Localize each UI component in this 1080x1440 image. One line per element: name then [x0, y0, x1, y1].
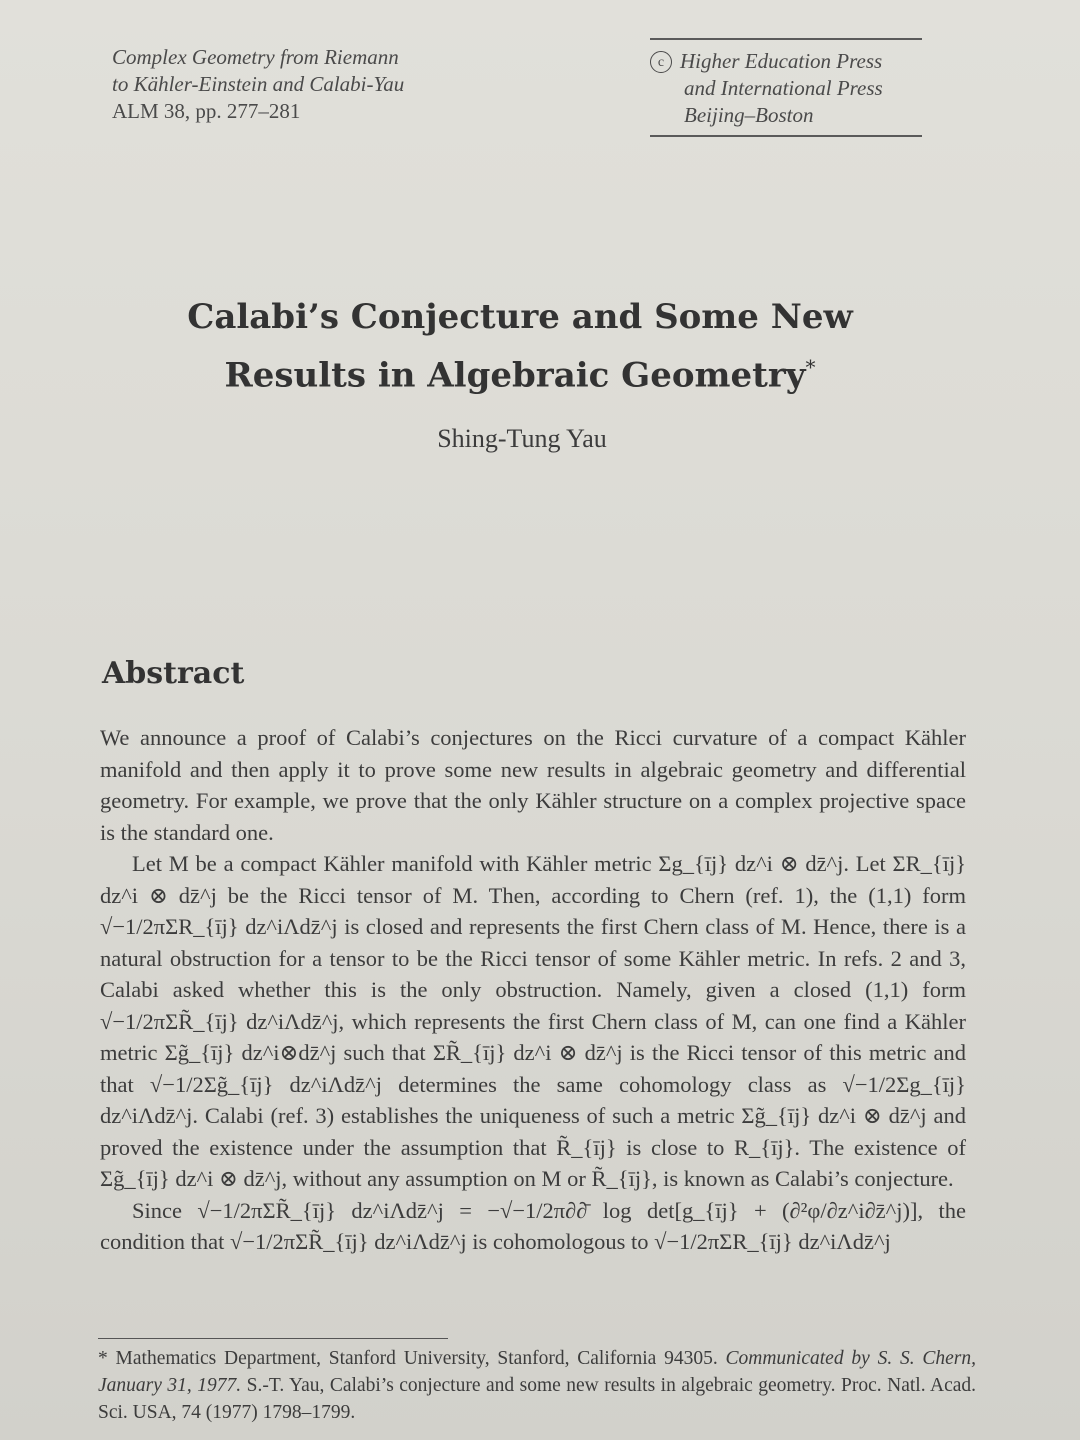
footnote-mark: * [98, 1348, 108, 1369]
abstract-paragraph-3: Since √−1/2πΣR̃_{īj} dz^iΛdz̄^j = −√−1/2π∂∂̄ log det[g_{īj} + (∂²φ/∂z^i∂z̄^j)], the condition that √−1/2πΣR̃_{īj} dz^iΛdz̄^j is cohomologous to √−1/2πΣR_{īj} dz^iΛdz̄^j [100, 1197, 966, 1254]
publisher-box [650, 38, 922, 137]
series-pages: ALM 38, pp. 277–281 [112, 99, 301, 123]
copyright-icon: c [650, 51, 672, 73]
title-line2: Results in Algebraic Geometry [224, 355, 806, 396]
abstract-paragraph-2: Let M be a compact Kähler manifold with Kähler metric Σg_{īj} dz^i ⊗ dz̄^j. Let ΣR_{īj} dz^i ⊗ dz̄^j be the Ricci tensor of M. Then, according to Chern (ref. 1), the (1,1) form √−1/2πΣR_{īj} dz^iΛdz̄^j is closed and represents the first Chern class of M. Hence, there is a natural obstruction for a tensor to be the Ricci tensor of some Kähler metric. In refs. 2 and 3, Calabi asked whether this is the only obstruction. Namely, given a closed (1,1) form √−1/2πΣR̃_{īj} dz^iΛdz̄^j, which represents the first Chern class of M, can one find a Kähler metric Σg̃_{īj} dz^i⊗dz̄^j such that ΣR̃_{īj} dz^i ⊗ dz̄^j is the Ricci tensor of this metric and that √−1/2Σg̃_{īj} dz^iΛdz̄^j determines the same cohomology class as √−1/2Σg_{īj} dz^iΛdz̄^j. Calabi (ref. 3) establishes the uniqueness of such a metric Σg̃_{īj} dz^i ⊗ dz̄^j and proved the existence under the assumption that R̃_{īj} is close to R_{īj}. The existence of Σg̃_{īj} dz^i ⊗ dz̄^j, without any assumption on M or R̃_{īj}, is known as Calabi’s conjecture. [100, 851, 966, 1191]
abstract-paragraph-1: We announce a proof of Calabi’s conjectures on the Ricci curvature of a compact Kähler manifold and then apply it to prove some new results in algebraic geometry and differential geometry. For example, we prove that the only Kähler structure on a complex projective space is the standard one. [100, 725, 966, 845]
book-citation-header [112, 44, 404, 125]
paper-title [0, 292, 1040, 400]
publisher-line2: and International Press [684, 76, 883, 100]
author-name: Shing-Tung Yau [437, 424, 607, 453]
footnote-citation: S.-T. Yau, Calabi’s conjecture and some new results in algebraic geometry. Proc. Natl. Acad. Sci. USA, 74 (1977) 1798–1799. [98, 1375, 976, 1423]
book-title-line2: to Kähler-Einstein and Calabi-Yau [112, 72, 405, 96]
book-title-line1: Complex Geometry from Riemann [112, 45, 399, 69]
footnote [98, 1345, 976, 1426]
publisher-line1: Higher Education Press [680, 49, 883, 73]
abstract-body [100, 722, 966, 1258]
footnote-affiliation: Mathematics Department, Stanford University, Stanford, California 94305. [115, 1348, 718, 1369]
footnote-divider [98, 1338, 448, 1339]
abstract-heading: Abstract [102, 656, 245, 691]
title-line1: Calabi’s Conjecture and Some New [187, 297, 853, 337]
title-footnote-mark: * [805, 355, 816, 379]
publisher-line3: Beijing–Boston [684, 103, 814, 127]
footnote-communicated: Communicated by S. S. Chern, January 31, 1977. [98, 1348, 977, 1396]
